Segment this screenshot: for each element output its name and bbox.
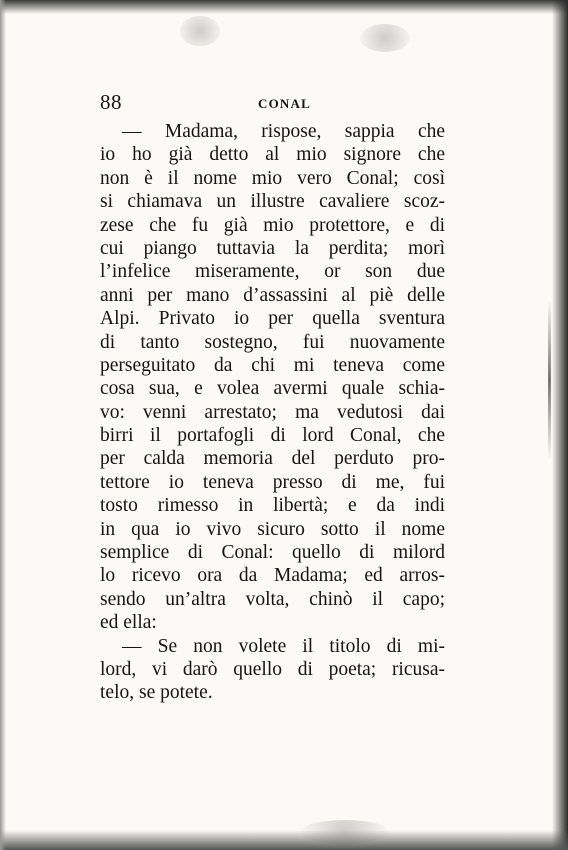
text-line: cui piango tuttavia la perdita; morì [100,237,445,259]
text-line: vo: venni arrestato; ma vedutosi dai [100,401,445,423]
page-edge-right [552,0,568,850]
text-line: birri il portafogli di lord Conal, che [100,425,445,447]
page-edge-bottom [0,830,568,850]
page-edge-left [0,0,6,850]
text-line: per calda memoria del perduto pro- [100,448,445,470]
text-line: sendo un’altra volta, chinò il capo; [100,588,445,610]
text-line: tettore io teneva presso di me, fui [100,471,445,493]
text-line: si chiamava un illustre cavaliere scoz- [100,191,445,213]
text-line: tosto rimesso in libertà; e da indi [100,495,445,517]
text-line: telo, se potete. [100,682,213,704]
text-line: ed ella: [100,612,157,634]
text-line: perseguitato da chi mi teneva come [100,354,445,376]
text-line: anni per mano d’assassini al piè delle [100,284,445,306]
paper-stain [300,820,390,844]
paper-stain [180,16,220,46]
page-number: 88 [100,90,122,114]
text-line: l’infelice miseramente, or son due [100,261,445,283]
text-line: Alpi. Privato io per quella sventura [100,308,445,330]
paper-stain [360,24,410,52]
text-line: semplice di Conal: quello di milord [100,542,445,564]
text-line: non è il nome mio vero Conal; così [100,167,445,189]
text-line: di tanto sostegno, fui nuovamente [100,331,445,353]
text-line: — Se non volete il titolo di mi- [122,635,445,657]
text-line: lo ricevo ora da Madama; ed arros- [100,565,445,587]
running-title: CONAL [258,96,311,111]
text-line: — Madama, rispose, sappia che [122,121,445,142]
text-line: in qua io vivo sicuro sotto il nome [100,518,445,540]
text-line: io ho già detto al mio signore che [100,144,445,166]
text-line: cosa sua, e volea avermi quale schia- [100,378,445,400]
body-text [100,120,445,705]
binding-thread [548,300,551,460]
page-edge-top [0,0,568,14]
text-line: zese che fu già mio protettore, e di [100,214,445,236]
text-line: lord, vi darò quello di poeta; ricusa- [100,658,445,680]
page-header [100,90,445,116]
